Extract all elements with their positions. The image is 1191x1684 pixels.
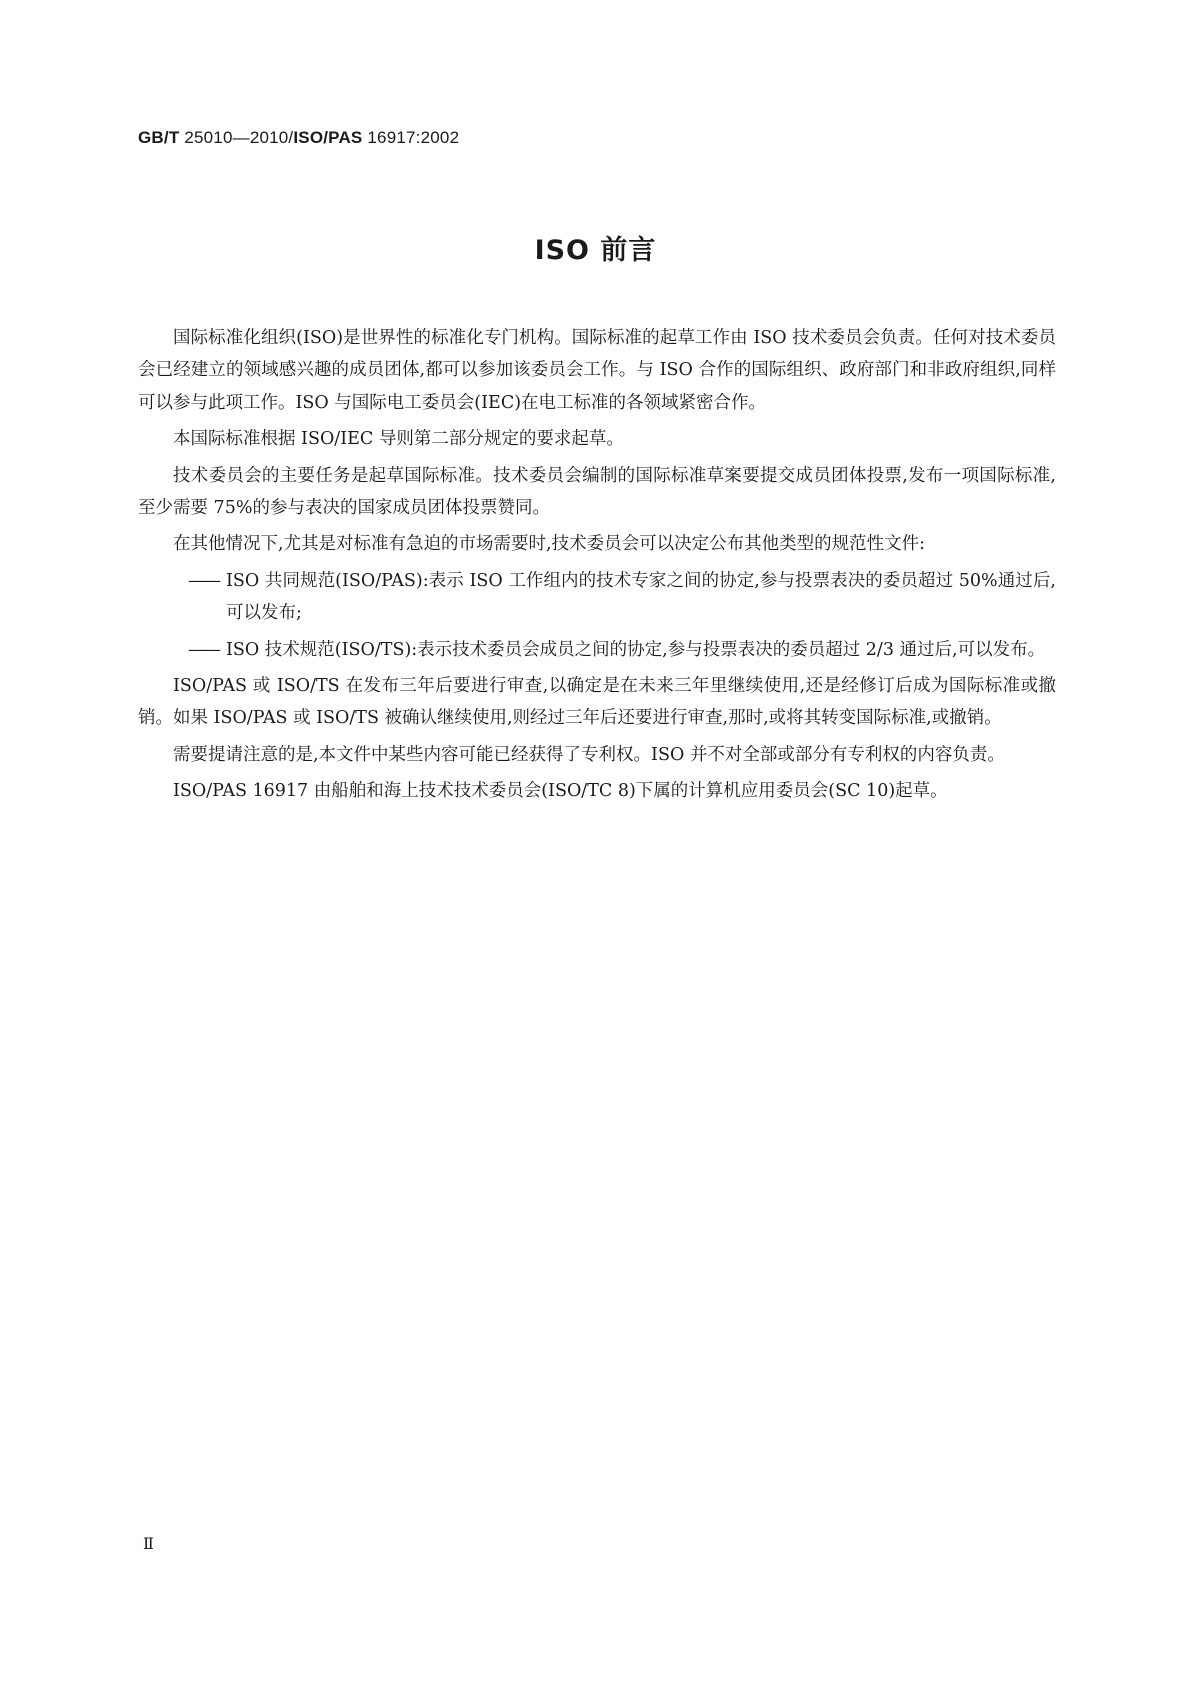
document-code	[138, 128, 459, 148]
paragraph: 技术委员会的主要任务是起草国际标准。技术委员会编制的国际标准草案要提交成员团体投票,发布一项国际标准,至少需要 75%的参与表决的国家成员团体投票赞同。	[138, 465, 1056, 519]
paragraph: ISO/PAS 或 ISO/TS 在发布三年后要进行审查,以确定是在未来三年里继续使用,还是经修订后成为国际标准或撤销。如果 ISO/PAS 或 ISO/TS 被确认继续使用,则经过三年后还要进行审查,那时,或将其转变国际标准,或撤销。	[138, 676, 1056, 729]
paragraph: 国际标准化组织(ISO)是世界性的标准化专门机构。国际标准的起草工作由 ISO 技术委员会负责。任何对技术委员会已经建立的领域感兴趣的成员团体,都可以参加该委员会工作。与 ISO 合作的国际组织、政府部门和非政府组织,同样可以参与此项工作。ISO 与国际电工委员会(IEC)在电工标准的各领域紧密合作。	[138, 328, 1056, 413]
dash-mark: ——	[188, 639, 219, 660]
paragraph: 在其他情况下,尤其是对标准有急迫的市场需要时,技术委员会可以决定公布其他类型的规范性文件:	[173, 534, 926, 555]
code-bold-isopas: ISO/PAS	[293, 128, 363, 147]
page-number: Ⅱ	[143, 1534, 153, 1553]
dash-item-text: ISO 技术规范(ISO/TS):表示技术委员会成员之间的协定,参与投票表决的委员超过 2/3 通过后,可以发布。	[226, 639, 1046, 660]
paragraph: 需要提请注意的是,本文件中某些内容可能已经获得了专利权。ISO 并不对全部或部分有专利权的内容负责。	[173, 744, 1005, 765]
dash-list-item	[138, 565, 1056, 630]
dash-item-text: ISO 共同规范(ISO/PAS):表示 ISO 工作组内的技术专家之间的协定,参与投票表决的委员超过 50%通过后,可以发布;	[226, 570, 1056, 624]
paragraph: ISO/PAS 16917 由船舶和海上技术技术委员会(ISO/TC 8)下属的计算机应用委员会(SC 10)起草。	[173, 781, 948, 802]
code-bold-gbt: GB/T	[138, 128, 180, 147]
paragraph: 本国际标准根据 ISO/IEC 导则第二部分规定的要求起草。	[173, 429, 624, 450]
code-plain-year: 16917:2002	[362, 128, 460, 147]
foreword-body	[138, 322, 1056, 812]
dash-list-item	[138, 634, 1056, 666]
code-plain-number: 25010—2010/	[179, 128, 294, 147]
page-title: ISO 前言	[534, 235, 657, 266]
dash-mark: ——	[188, 570, 219, 591]
